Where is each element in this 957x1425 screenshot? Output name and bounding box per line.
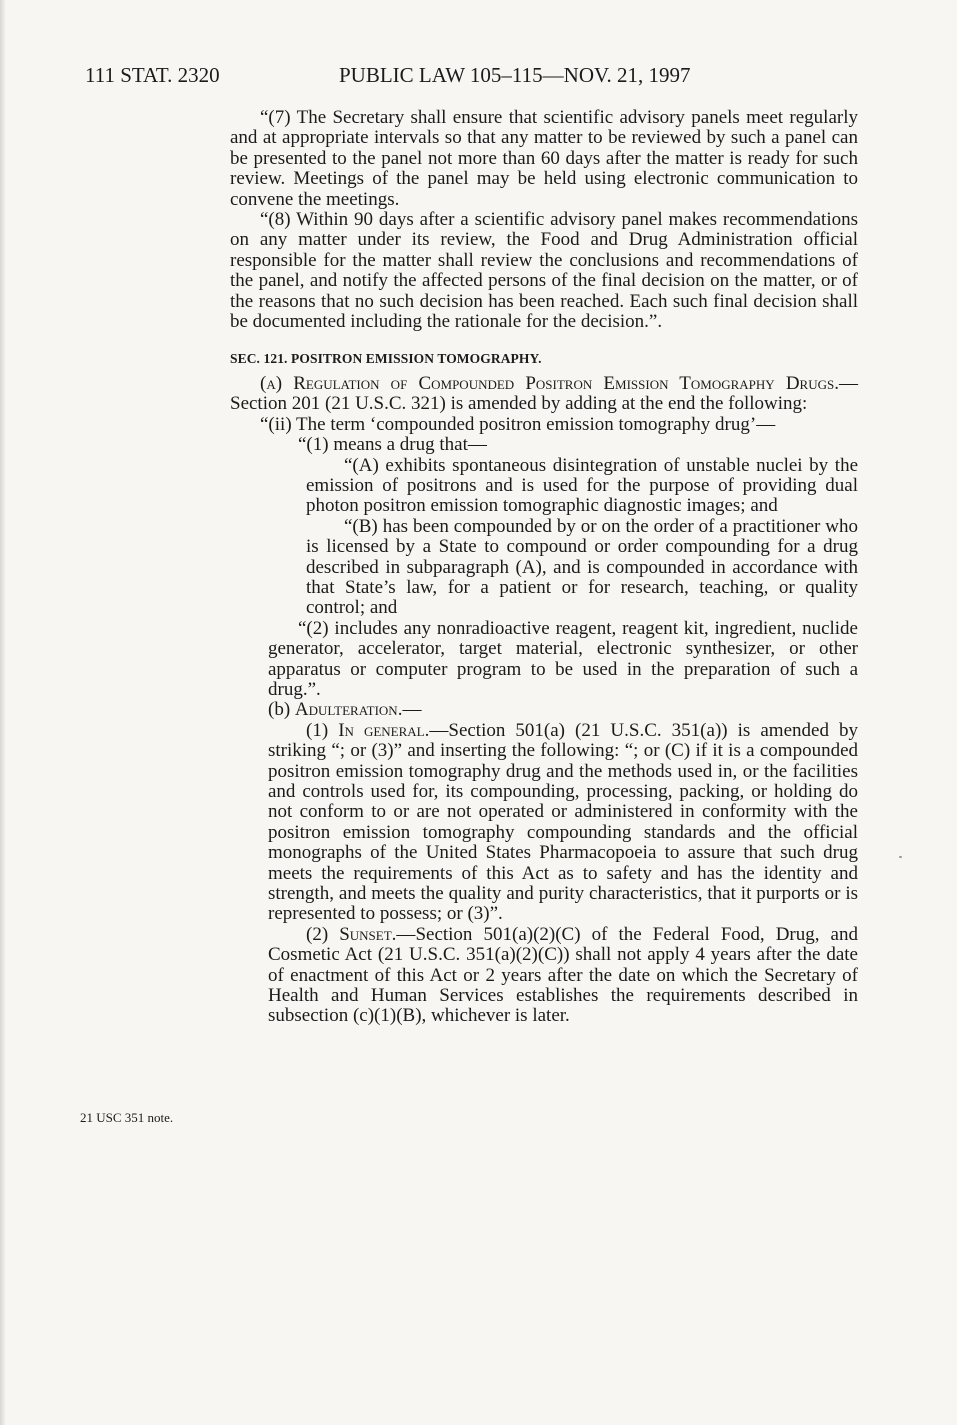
definition-ii: “(ii) The term ‘compounded positron emission tomography drug’—	[260, 413, 776, 435]
subsection-b-heading: Adulteration.—	[294, 699, 422, 721]
paragraph-8: “(8) Within 90 days after a scientific advisory panel makes recommendations on any matter under its review, the Food and Drug Administration official responsible for the matter shall review the conclusions and recommendations of the panel, and notify the affected persons of the final decision on the matter, or of the reasons that no such decision has been reached. Each such final decision shall be documented including the rationale for the decision.”.	[230, 209, 858, 333]
paragraph-b2	[268, 925, 858, 1027]
law-citation: PUBLIC LAW 105–115—NOV. 21, 1997	[339, 63, 691, 87]
paragraph-b2-heading: Sunset.—	[339, 923, 416, 945]
section-heading: SEC. 121. POSITRON EMISSION TOMOGRAPHY.	[230, 351, 542, 367]
paragraph-b1-heading: In general.—	[338, 719, 449, 741]
paragraph-b1	[268, 721, 858, 925]
paragraph-b1-text: Section 501(a) (21 U.S.C. 351(a)) is amended by striking “; or (3)” and inserting the following: “; or (C) if it is a compounded positron emission tomography drug and the methods used in, or the facilities and controls used for, its compounding, processing, packing, or holding do not conform to or are not operated or administered in conformity with the positron emission tomography compounding standards and the official monographs of the United States Pharmacopoeia to assure that such drug meets the requirements of this Act as to safety and has the identity and strength, and meets the quality and purity characteristics, that it purports or is represented to possess; or (3)”.	[268, 719, 858, 925]
subclause-b: “(B) has been compounded by or on the order of a practitioner who is licensed by a State to compound or order compounding for a drug described in subparagraph (A), and is compounded in accordance with that State’s law, for a patient or for research, teaching, or quality control; and	[306, 515, 858, 619]
paragraph-b2-text: Section 501(a)(2)(C) of the Federal Food, Drug, and Cosmetic Act (21 U.S.C. 351(a)(2)(C)) shall not apply 4 years after the date of enactment of this Act or 2 years after the date on which the Secretary of Health and Human Services establishes the requirements described in subsection (c)(1)(B), whichever is later.	[268, 923, 858, 1027]
subsection-a	[230, 374, 858, 415]
paper-speck	[899, 856, 902, 858]
stat-page-number: 111 STAT. 2320	[85, 63, 220, 87]
clause-1: “(1) means a drug that—	[298, 434, 487, 456]
paragraph-b2-label: (2)	[306, 923, 340, 945]
subsection-b-label: (b)	[268, 699, 295, 721]
subclause-a: “(A) exhibits spontaneous disintegration of unstable nuclei by the emission of positrons and is used for the purpose of providing dual photon positron emission tomographic diagnostic images; and	[306, 454, 858, 517]
statute-body	[230, 108, 858, 1027]
subsection-a-heading: (a) Regulation of Compounded Positron Emission Tomography Drugs.—	[260, 372, 858, 394]
clause-2: “(2) includes any nonradioactive reagent, reagent kit, ingredient, nuclide generator, accelerator, target material, electronic synthesizer, or other apparatus or computer program to be used in the preparation of such a drug.”.	[268, 617, 858, 700]
subsection-b	[268, 700, 858, 720]
paragraph-b1-label: (1)	[306, 719, 339, 741]
paragraph-7: “(7) The Secretary shall ensure that scientific advisory panels meet regularly and at appropriate intervals so that any matter to be reviewed by such a panel can be presented to the panel not more than 60 days after the matter is ready for such review. Meetings of the panel may be held using electronic communication to convene the meetings.	[230, 107, 858, 210]
subsection-a-text: Section 201 (21 U.S.C. 321) is amended by adding at the end the following:	[230, 393, 808, 415]
page-edge-shadow	[0, 0, 6, 1425]
margin-note: 21 USC 351 note.	[80, 1110, 174, 1125]
